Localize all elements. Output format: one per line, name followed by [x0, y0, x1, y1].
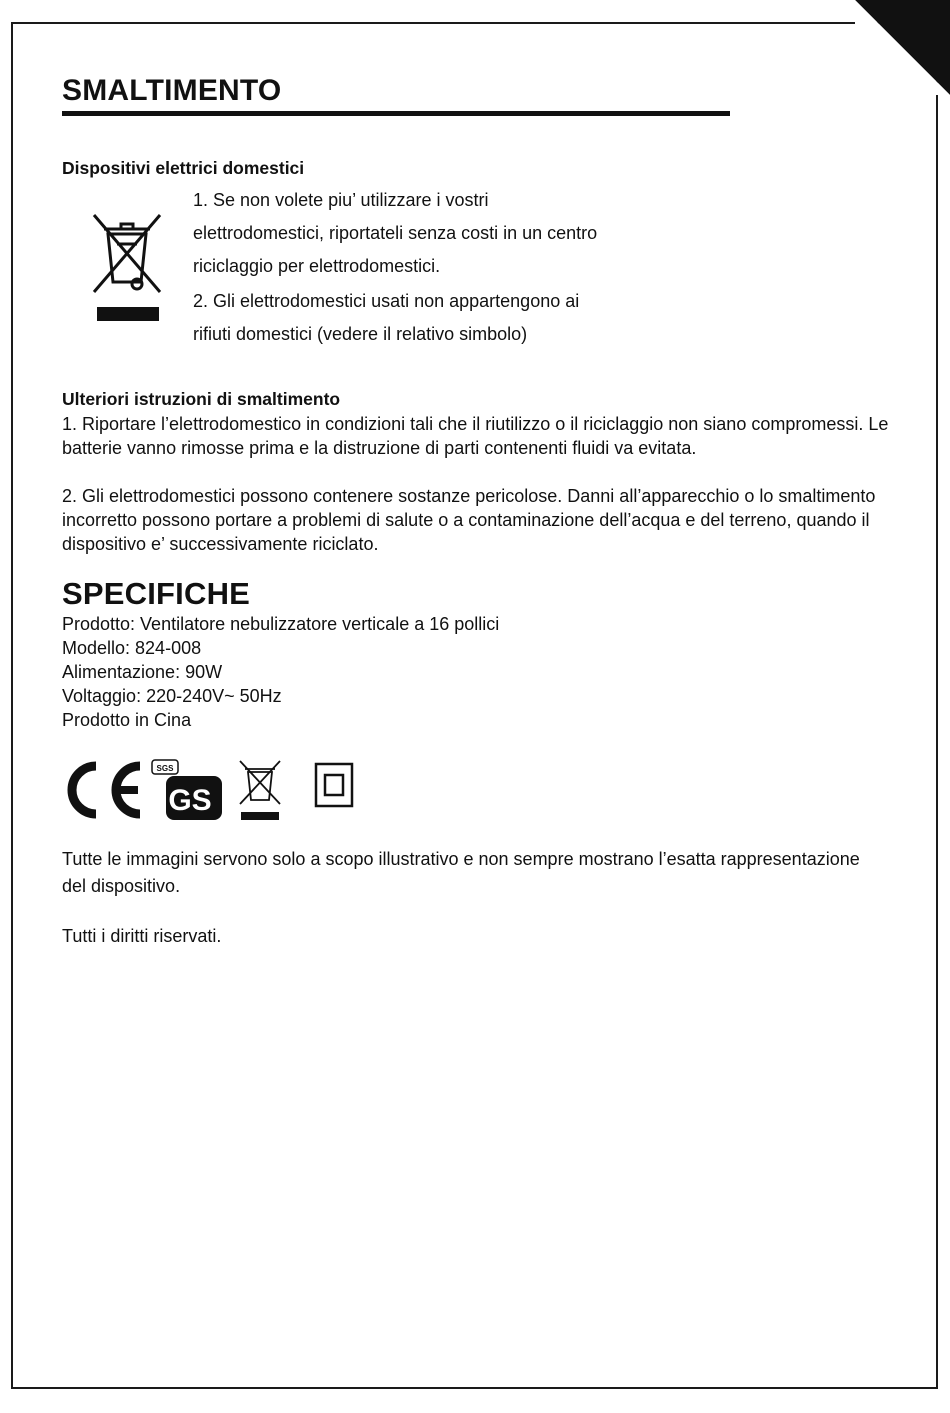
household-devices-heading: Dispositivi elettrici domestici — [62, 158, 305, 178]
gs-letters: GS — [168, 784, 212, 817]
weee-bin-icon — [240, 761, 280, 820]
certification-marks — [62, 756, 362, 826]
disposal-item-2 — [193, 285, 683, 351]
gs-mark-icon — [152, 760, 222, 820]
page-corner-decoration — [855, 0, 950, 95]
spec-origin: Prodotto in Cina — [62, 710, 192, 730]
title-underline — [62, 111, 730, 116]
ce-mark-icon — [72, 766, 140, 814]
gs-top-text: SGS — [156, 764, 174, 773]
double-insulation-icon — [316, 764, 352, 806]
item1-line: riciclaggio per elettrodomestici. — [193, 256, 441, 276]
spec-power: Alimentazione: 90W — [62, 662, 223, 682]
weee-bin-icon — [91, 212, 163, 324]
further-instruction-2: 2. Gli elettrodomestici possono contenere sostanze pericolose. Danni all’apparecchio o lo smaltimento incorretto possono portare a problemi di salute o a contaminazione dell’acqua e del terreno, quando il dispositivo e’ successivamente riciclato. — [62, 486, 876, 554]
item1-line: 1. Se non volete piu’ utilizzare i vostri — [193, 190, 489, 210]
item2-line: 2. Gli elettrodomestici usati non appartengono ai — [193, 291, 580, 311]
disposal-item-1 — [193, 184, 683, 283]
further-instruction-1: 1. Riportare l’elettrodomestico in condizioni tali che il riutilizzo o il riciclaggio non siano compromessi. Le batterie vanno rimosse prima e la distruzione di parti contenenti fluidi va evitata. — [62, 414, 889, 458]
further-instructions-heading: Ulteriori istruzioni di smaltimento — [62, 389, 341, 409]
illustrative-disclaimer: Tutte le immagini servono solo a scopo illustrativo e non sempre mostrano l’esatta rappresentazione del dispositivo. — [62, 849, 860, 896]
item2-line: rifiuti domestici (vedere il relativo simbolo) — [193, 324, 528, 344]
spec-model: Modello: 824-008 — [62, 638, 202, 658]
spec-product: Prodotto: Ventilatore nebulizzatore verticale a 16 pollici — [62, 614, 500, 634]
section-title-specs: SPECIFICHE — [62, 576, 251, 611]
rights-reserved: Tutti i diritti riservati. — [62, 926, 222, 946]
section-title-disposal: SMALTIMENTO — [62, 74, 282, 107]
item1-line: elettrodomestici, riportateli senza costi in un centro — [193, 223, 598, 243]
spec-voltage: Voltaggio: 220-240V~ 50Hz — [62, 686, 282, 706]
